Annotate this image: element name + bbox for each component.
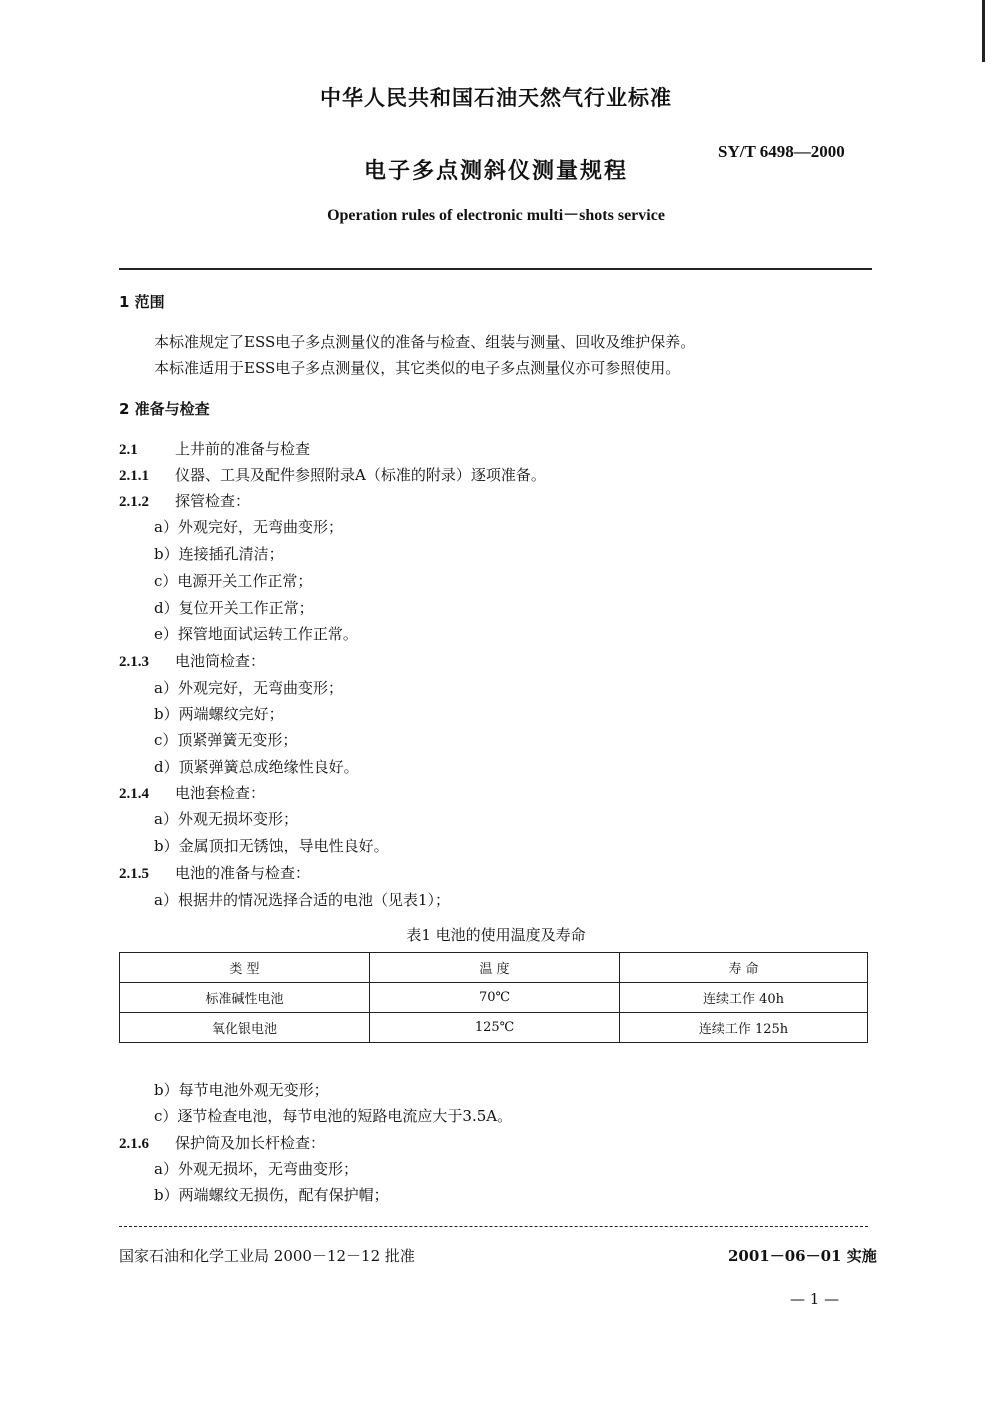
clause-number: 2.1.4 [119,786,149,802]
table-cell: 连续工作 125h [620,1013,868,1043]
footer-divider [119,1226,868,1227]
battery-table [119,952,868,1043]
table-1-caption: 表1 电池的使用温度及寿命 [406,926,586,944]
section-1-heading: 1 范围 [119,293,165,311]
table-cell: 连续工作 40h [620,983,868,1013]
clause-number: 2.1.1 [119,468,149,484]
clause-number: 2.1.3 [119,654,149,670]
clause-2-1-4 [119,782,265,803]
table-row [120,983,868,1013]
clause-2-1 [119,438,310,459]
clause-2-1-3 [119,650,265,671]
clause-number: 2.1 [119,442,138,458]
list-item: a）外观完好，无弯曲变形； [154,679,343,697]
list-item: a）外观完好，无弯曲变形； [154,518,343,536]
table-row [120,1013,868,1043]
approval-note: 国家石油和化学工业局 2000－12－12 批准 [119,1247,415,1265]
clause-number: 2.1.6 [119,1136,149,1152]
list-item: c）逐节检查电池，每节电池的短路电流应大于3.5A。 [154,1107,513,1125]
column-header-type: 类 型 [120,953,370,983]
section-1-paragraph: 本标准规定了ESS电子多点测量仪的准备与检查、组装与测量、回收及维护保养。 [154,333,696,351]
clause-number: 2.1.2 [119,494,149,510]
clause-text: 电池套检查： [175,784,266,802]
list-item: b）每节电池外观无变形； [154,1081,329,1099]
clause-text: 电池筒检查： [175,652,266,670]
section-2-heading: 2 准备与检查 [119,400,210,418]
table-cell: 标准碱性电池 [120,983,370,1013]
table-header-row [120,953,868,983]
section-1-paragraph: 本标准适用于ESS电子多点测量仪，其它类似的电子多点测量仪亦可参照使用。 [154,359,681,377]
list-item: d）复位开关工作正常； [154,599,314,617]
list-item: a）外观无损坏变形； [154,810,298,828]
list-item: b）两端螺纹无损伤，配有保护帽； [154,1186,389,1204]
list-item: b）两端螺纹完好； [154,705,284,723]
table-cell: 70℃ [370,983,620,1013]
clause-text: 探管检查： [175,492,251,510]
column-header-life: 寿 命 [620,953,868,983]
clause-2-1-5 [119,862,310,883]
page-number: — 1 — [790,1290,840,1308]
table-cell: 125℃ [370,1013,620,1043]
page-title: 电子多点测斜仪测量规程 [363,159,628,184]
header-divider [119,268,872,270]
list-item: a）根据井的情况选择合适的电池（见表1）； [154,891,450,909]
clause-text: 仪器、工具及配件参照附录A（标准的附录）逐项准备。 [175,466,546,484]
list-item: a）外观无损坏，无弯曲变形； [154,1160,358,1178]
english-title: Operation rules of electronic multi－shots service [327,207,665,224]
list-item: e）探管地面试运转工作正常。 [154,625,358,643]
list-item: b）金属顶扣无锈蚀，导电性良好。 [154,837,389,855]
list-item: d）顶紧弹簧总成绝缘性良好。 [154,758,359,776]
standard-number: SY/T 6498—2000 [718,142,845,161]
clause-text: 保护筒及加长杆检查： [175,1134,326,1152]
clause-2-1-6 [119,1132,325,1153]
table-cell: 氧化银电池 [120,1013,370,1043]
clause-2-1-2 [119,490,250,511]
clause-text: 电池的准备与检查： [175,864,311,882]
clause-text: 上井前的准备与检查 [175,440,311,458]
list-item: b）连接插孔清洁； [154,545,284,563]
industry-standard-heading: 中华人民共和国石油天然气行业标准 [320,86,672,110]
clause-number: 2.1.5 [119,866,149,882]
effective-date: 2001－06－01 实施 [728,1247,877,1265]
list-item: c）电源开关工作正常； [154,572,313,590]
scan-edge-mark [982,0,985,62]
column-header-temperature: 温 度 [370,953,620,983]
list-item: c）顶紧弹簧无变形； [154,731,298,749]
clause-2-1-1 [119,464,546,485]
